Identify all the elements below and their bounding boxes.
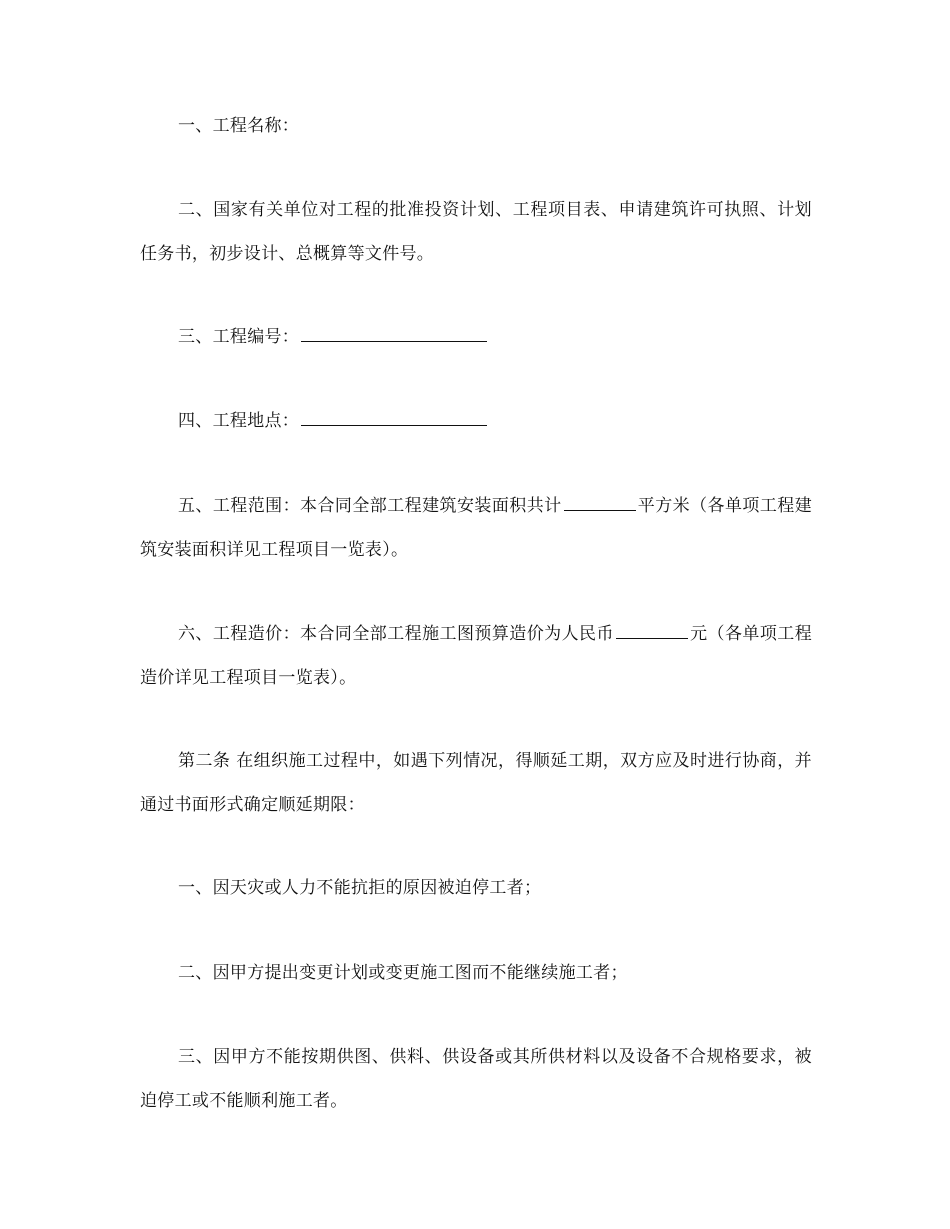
article-two-text: 第二条 在组织施工过程中，如遇下列情况，得顺延工期，双方应及时进行协商，并通过书面形式确定顺延期限： bbox=[140, 751, 812, 815]
clause-project-cost-text-before: 六、工程造价：本合同全部工程施工图预算造价为人民币 bbox=[178, 624, 614, 644]
condition-plan-change-text: 二、因甲方提出变更计划或变更施工图而不能继续施工者； bbox=[178, 963, 628, 983]
clause-project-location bbox=[140, 399, 812, 443]
clause-approval-documents bbox=[140, 188, 812, 276]
clause-project-name-text: 一、工程名称： bbox=[178, 116, 300, 136]
clause-project-cost-text-after: 元（各单项工程造价详见工程项目一览表）。 bbox=[140, 624, 812, 688]
area-blank bbox=[564, 496, 636, 511]
clause-project-location-text: 四、工程地点： bbox=[178, 411, 300, 431]
project-location-blank bbox=[301, 411, 487, 426]
clause-project-cost bbox=[140, 612, 812, 700]
project-number-blank bbox=[301, 327, 487, 342]
clause-project-name bbox=[140, 104, 812, 148]
condition-supply-delay-text: 三、因甲方不能按期供图、供料、供设备或其所供材料以及设备不合规格要求，被迫停工或不能顺利施工者。 bbox=[140, 1047, 812, 1111]
clause-project-number bbox=[140, 315, 812, 359]
clause-project-number-text: 三、工程编号： bbox=[178, 327, 300, 347]
condition-force-majeure-text: 一、因天灾或人力不能抗拒的原因被迫停工者； bbox=[178, 878, 542, 898]
clause-project-scope-text-before: 五、工程范围：本合同全部工程建筑安装面积共计 bbox=[178, 496, 562, 516]
clause-project-scope-text-after: 平方米（各单项工程建筑安装面积详见工程项目一览表）。 bbox=[140, 496, 812, 560]
clause-project-scope bbox=[140, 484, 812, 572]
clause-approval-documents-text: 二、国家有关单位对工程的批准投资计划、工程项目表、申请建筑许可执照、计划任务书，初步设计、总概算等文件号。 bbox=[140, 200, 812, 264]
condition-plan-change bbox=[140, 951, 812, 995]
condition-force-majeure bbox=[140, 866, 812, 910]
cost-blank bbox=[616, 624, 688, 639]
condition-supply-delay bbox=[140, 1035, 812, 1123]
article-two bbox=[140, 739, 812, 827]
